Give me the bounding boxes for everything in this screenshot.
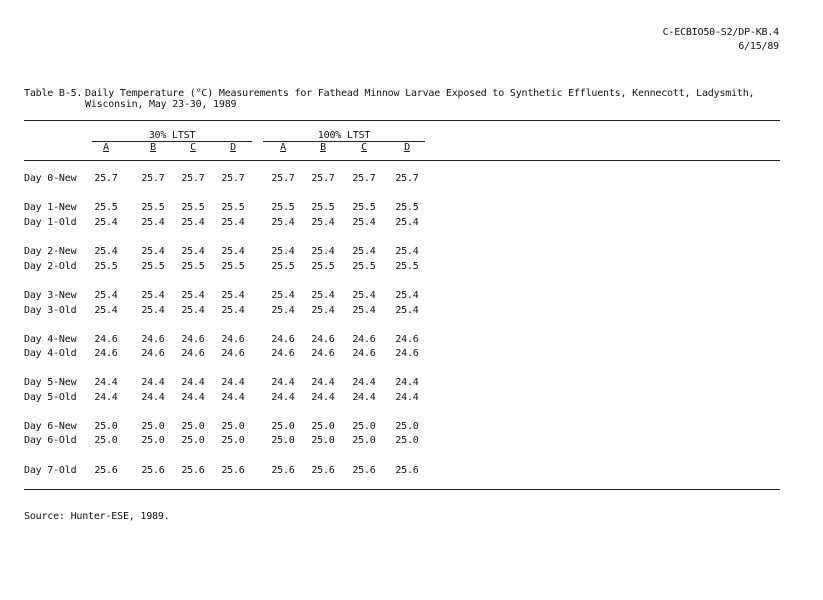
table-cell: 25.5 — [395, 202, 419, 213]
row-label: Day 0-New — [24, 173, 77, 184]
table-cell: 25.5 — [181, 202, 205, 213]
row-label: Day 6-Old — [24, 435, 77, 446]
table-cell: 25.5 — [311, 261, 335, 272]
row-label: Day 4-New — [24, 334, 77, 345]
table-cell: 24.4 — [94, 377, 118, 388]
table-cell: 25.0 — [311, 435, 335, 446]
table-title: Daily Temperature (°C) Measurements for Fathead Minnow Larvae Exposed to Synthetic Effluents, Kennecott, Ladysmith, Wisconsin, May 23-30, 1989 — [85, 88, 755, 110]
row-label: Day 1-New — [24, 202, 77, 213]
column-header: B — [320, 142, 326, 153]
table-cell: 25.4 — [141, 290, 165, 301]
table-cell: 25.4 — [141, 305, 165, 316]
table-cell: 25.4 — [181, 290, 205, 301]
table-cell: 24.6 — [395, 348, 419, 359]
table-cell: 25.4 — [271, 217, 295, 228]
table-cell: 25.0 — [271, 435, 295, 446]
table-cell: 25.7 — [311, 173, 335, 184]
table-cell: 25.4 — [352, 305, 376, 316]
table-cell: 25.0 — [94, 421, 118, 432]
table-cell: 24.6 — [352, 334, 376, 345]
bottom-rule — [24, 489, 780, 490]
document-date: 6/15/89 — [738, 41, 779, 52]
group-header-100: 100% LTST — [317, 130, 371, 141]
column-header: D — [404, 142, 410, 153]
table-cell: 25.4 — [141, 217, 165, 228]
table-cell: 25.5 — [94, 261, 118, 272]
table-cell: 25.0 — [221, 421, 245, 432]
table-cell: 24.4 — [352, 392, 376, 403]
table-cell: 25.0 — [221, 435, 245, 446]
column-header: C — [361, 142, 367, 153]
table-cell: 25.6 — [271, 465, 295, 476]
table-cell: 24.4 — [395, 392, 419, 403]
row-label: Day 2-Old — [24, 261, 77, 272]
table-cell: 25.4 — [395, 246, 419, 257]
table-cell: 24.6 — [352, 348, 376, 359]
table-cell: 25.4 — [311, 305, 335, 316]
table-cell: 25.0 — [311, 421, 335, 432]
column-header: A — [280, 142, 286, 153]
table-cell: 25.5 — [94, 202, 118, 213]
table-cell: 25.0 — [395, 435, 419, 446]
table-cell: 25.7 — [271, 173, 295, 184]
table-cell: 24.4 — [141, 392, 165, 403]
document-code: C-ECBIO50-S2/DP-KB.4 — [662, 27, 779, 38]
table-cell: 25.5 — [221, 202, 245, 213]
table-cell: 25.7 — [181, 173, 205, 184]
table-cell: 25.4 — [221, 217, 245, 228]
table-cell: 25.7 — [141, 173, 165, 184]
table-cell: 24.4 — [271, 377, 295, 388]
column-header: A — [103, 142, 109, 153]
header-rule — [24, 160, 780, 161]
table-cell: 24.4 — [141, 377, 165, 388]
table-cell: 25.4 — [395, 305, 419, 316]
table-cell: 25.4 — [271, 246, 295, 257]
table-cell: 25.5 — [271, 202, 295, 213]
column-header: C — [190, 142, 196, 153]
row-label: Day 5-New — [24, 377, 77, 388]
table-cell: 24.6 — [181, 348, 205, 359]
table-cell: 25.4 — [311, 246, 335, 257]
table-cell: 25.4 — [94, 290, 118, 301]
table-cell: 25.5 — [352, 202, 376, 213]
table-cell: 24.6 — [271, 334, 295, 345]
table-cell: 25.4 — [141, 246, 165, 257]
row-label: Day 3-Old — [24, 305, 77, 316]
group-header-30: 30% LTST — [148, 130, 196, 141]
table-cell: 25.0 — [395, 421, 419, 432]
table-cell: 24.4 — [181, 377, 205, 388]
table-cell: 25.4 — [94, 246, 118, 257]
document-header — [663, 26, 779, 54]
table-cell: 24.6 — [311, 334, 335, 345]
table-cell: 24.6 — [141, 348, 165, 359]
table-cell: 25.4 — [311, 290, 335, 301]
table-cell: 24.4 — [352, 377, 376, 388]
table-cell: 25.0 — [94, 435, 118, 446]
row-label: Day 2-New — [24, 246, 77, 257]
row-label: Day 7-Old — [24, 465, 77, 476]
table-cell: 25.6 — [395, 465, 419, 476]
table-cell: 25.6 — [94, 465, 118, 476]
table-cell: 25.5 — [271, 261, 295, 272]
table-cell: 24.4 — [271, 392, 295, 403]
table-cell: 25.6 — [352, 465, 376, 476]
table-cell: 24.4 — [311, 377, 335, 388]
table-cell: 25.7 — [94, 173, 118, 184]
table-cell: 25.7 — [395, 173, 419, 184]
table-cell: 25.5 — [352, 261, 376, 272]
table-cell: 25.4 — [271, 290, 295, 301]
table-cell: 25.5 — [141, 202, 165, 213]
table-cell: 25.4 — [352, 217, 376, 228]
table-cell: 25.4 — [181, 246, 205, 257]
table-cell: 24.6 — [221, 334, 245, 345]
table-cell: 25.6 — [141, 465, 165, 476]
table-cell: 25.0 — [181, 435, 205, 446]
row-label: Day 4-Old — [24, 348, 77, 359]
table-cell: 25.6 — [311, 465, 335, 476]
table-cell: 25.7 — [352, 173, 376, 184]
table-cell: 25.5 — [181, 261, 205, 272]
table-cell: 25.4 — [221, 305, 245, 316]
top-rule — [24, 120, 780, 121]
row-label: Day 1-Old — [24, 217, 77, 228]
table-cell: 25.0 — [352, 421, 376, 432]
table-cell: 25.0 — [141, 435, 165, 446]
table-cell: 25.0 — [352, 435, 376, 446]
column-header: D — [230, 142, 236, 153]
table-cell: 25.5 — [221, 261, 245, 272]
row-label: Day 3-New — [24, 290, 77, 301]
table-cell: 25.4 — [271, 305, 295, 316]
table-cell: 24.4 — [181, 392, 205, 403]
table-cell: 24.4 — [395, 377, 419, 388]
table-cell: 24.6 — [94, 348, 118, 359]
table-cell: 25.7 — [221, 173, 245, 184]
table-cell: 24.6 — [221, 348, 245, 359]
table-number: Table B-5. — [24, 88, 83, 99]
table-cell: 24.6 — [141, 334, 165, 345]
table-cell: 25.4 — [395, 290, 419, 301]
table-cell: 24.6 — [181, 334, 205, 345]
table-cell: 24.4 — [94, 392, 118, 403]
table-cell: 25.4 — [352, 246, 376, 257]
table-cell: 25.4 — [94, 217, 118, 228]
table-cell: 24.6 — [311, 348, 335, 359]
table-cell: 25.4 — [221, 290, 245, 301]
column-header: B — [150, 142, 156, 153]
table-cell: 25.0 — [141, 421, 165, 432]
row-label: Day 6-New — [24, 421, 77, 432]
table-cell: 25.4 — [352, 290, 376, 301]
table-cell: 25.0 — [271, 421, 295, 432]
table-cell: 25.5 — [395, 261, 419, 272]
table-cell: 24.6 — [94, 334, 118, 345]
table-cell: 25.4 — [94, 305, 118, 316]
table-cell: 25.6 — [181, 465, 205, 476]
table-cell: 24.4 — [221, 377, 245, 388]
table-cell: 24.6 — [395, 334, 419, 345]
table-cell: 25.4 — [395, 217, 419, 228]
table-cell: 25.6 — [221, 465, 245, 476]
table-cell: 25.5 — [311, 202, 335, 213]
table-cell: 25.4 — [181, 305, 205, 316]
row-label: Day 5-Old — [24, 392, 77, 403]
table-cell: 25.4 — [181, 217, 205, 228]
table-cell: 25.4 — [221, 246, 245, 257]
table-cell: 25.4 — [311, 217, 335, 228]
table-cell: 24.6 — [271, 348, 295, 359]
table-cell: 24.4 — [311, 392, 335, 403]
table-cell: 25.5 — [141, 261, 165, 272]
table-cell: 25.0 — [181, 421, 205, 432]
source-note: Source: Hunter-ESE, 1989. — [24, 511, 170, 522]
table-cell: 24.4 — [221, 392, 245, 403]
